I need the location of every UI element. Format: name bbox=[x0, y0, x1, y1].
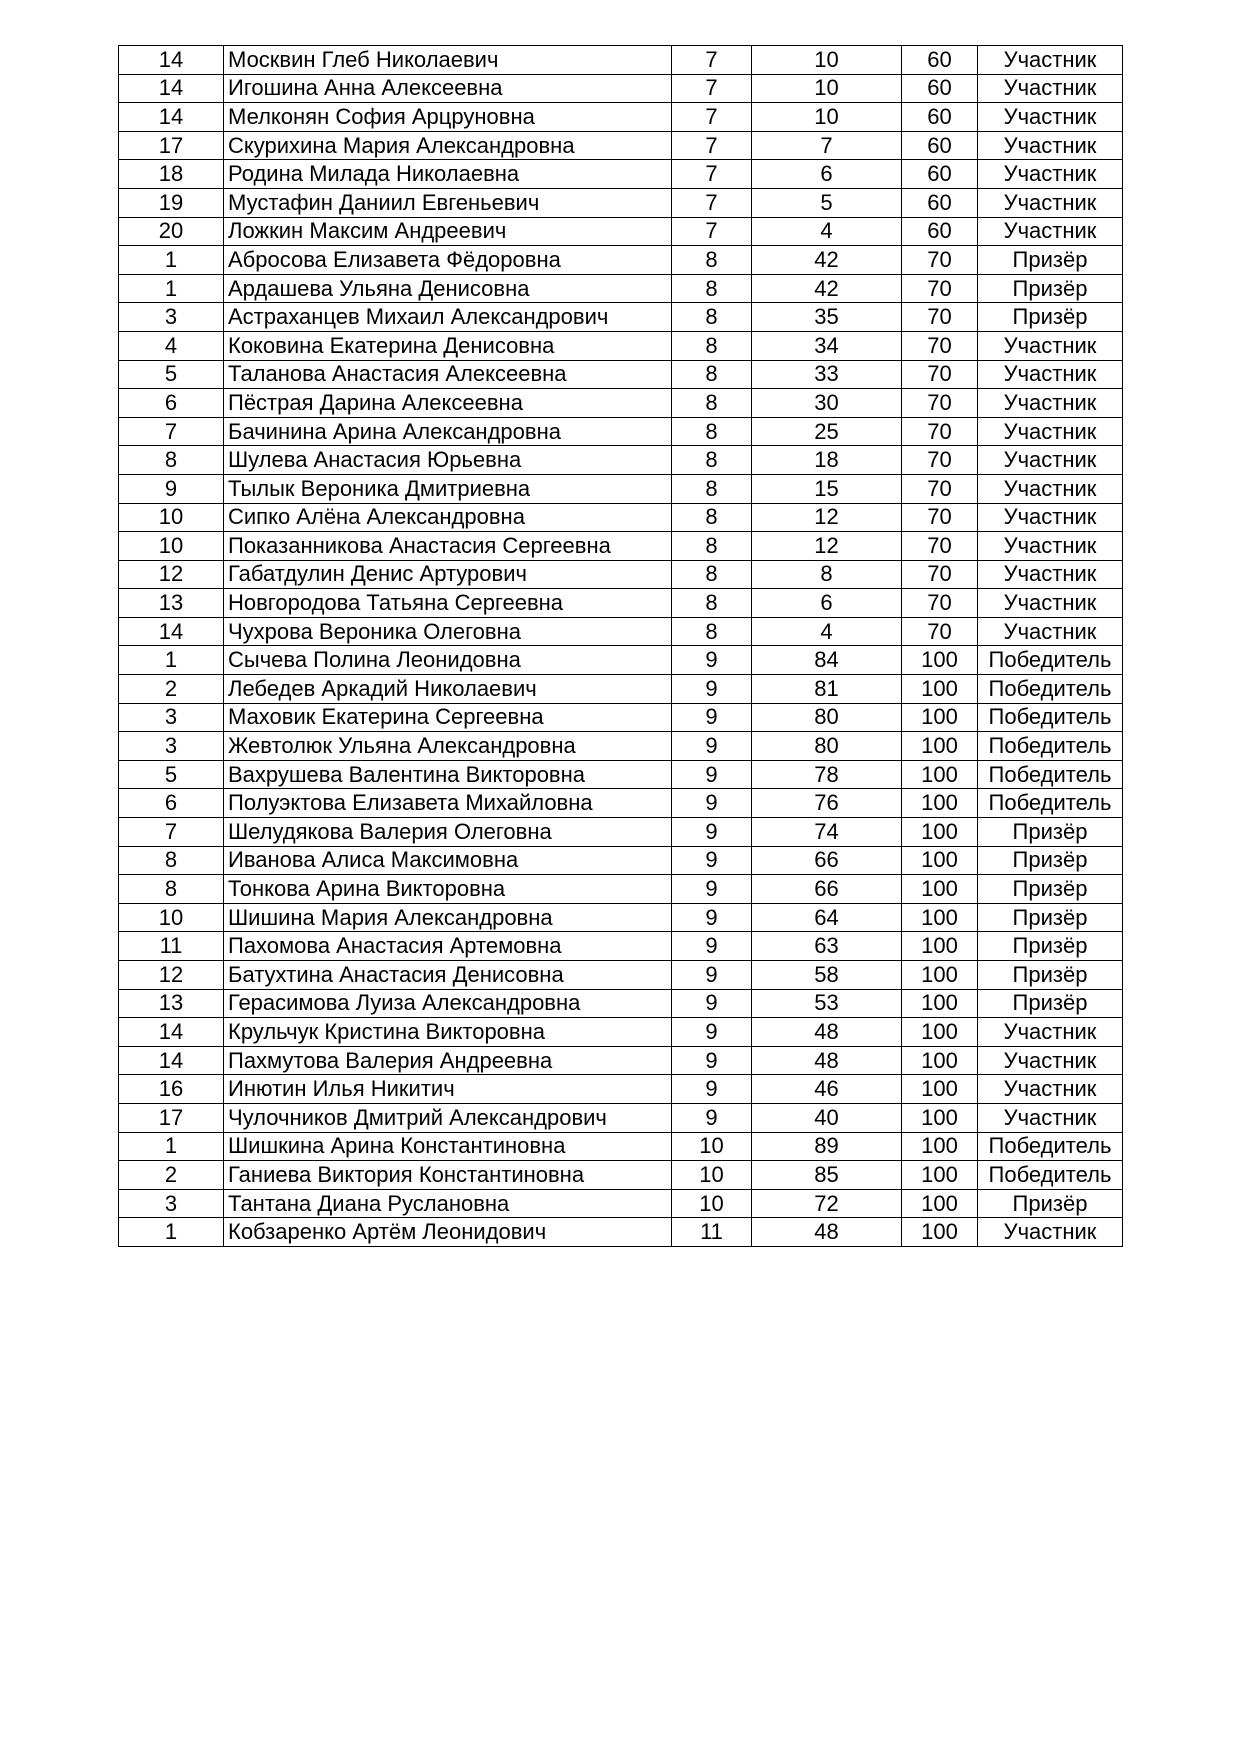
place-cell: 3 bbox=[119, 1189, 224, 1218]
place-cell: 2 bbox=[119, 1161, 224, 1190]
name-cell: Батухтина Анастасия Денисовна bbox=[224, 961, 672, 990]
place-cell: 20 bbox=[119, 217, 224, 246]
table-row bbox=[119, 74, 1123, 103]
max-score-cell: 60 bbox=[902, 74, 978, 103]
class-cell: 8 bbox=[672, 360, 752, 389]
max-score-cell: 100 bbox=[902, 675, 978, 704]
place-cell: 1 bbox=[119, 274, 224, 303]
class-cell: 9 bbox=[672, 846, 752, 875]
name-cell: Тылык Вероника Дмитриевна bbox=[224, 474, 672, 503]
status-cell: Призёр bbox=[978, 303, 1123, 332]
name-cell: Ложкин Максим Андреевич bbox=[224, 217, 672, 246]
status-cell: Победитель bbox=[978, 789, 1123, 818]
score-cell: 7 bbox=[752, 131, 902, 160]
name-cell: Шишкина Арина Константиновна bbox=[224, 1132, 672, 1161]
max-score-cell: 100 bbox=[902, 1161, 978, 1190]
table-row bbox=[119, 646, 1123, 675]
score-cell: 66 bbox=[752, 846, 902, 875]
name-cell: Пахомова Анастасия Артемовна bbox=[224, 932, 672, 961]
table-row bbox=[119, 303, 1123, 332]
place-cell: 5 bbox=[119, 360, 224, 389]
name-cell: Инютин Илья Никитич bbox=[224, 1075, 672, 1104]
table-row bbox=[119, 160, 1123, 189]
max-score-cell: 100 bbox=[902, 961, 978, 990]
place-cell: 4 bbox=[119, 331, 224, 360]
place-cell: 12 bbox=[119, 560, 224, 589]
place-cell: 14 bbox=[119, 46, 224, 75]
score-cell: 81 bbox=[752, 675, 902, 704]
score-cell: 85 bbox=[752, 1161, 902, 1190]
score-cell: 63 bbox=[752, 932, 902, 961]
table-row bbox=[119, 875, 1123, 904]
status-cell: Победитель bbox=[978, 1132, 1123, 1161]
score-cell: 12 bbox=[752, 503, 902, 532]
name-cell: Пёстрая Дарина Алексеевна bbox=[224, 389, 672, 418]
place-cell: 9 bbox=[119, 474, 224, 503]
class-cell: 9 bbox=[672, 646, 752, 675]
status-cell: Призёр bbox=[978, 932, 1123, 961]
class-cell: 8 bbox=[672, 417, 752, 446]
status-cell: Участник bbox=[978, 46, 1123, 75]
table-row bbox=[119, 1161, 1123, 1190]
class-cell: 7 bbox=[672, 131, 752, 160]
class-cell: 8 bbox=[672, 389, 752, 418]
table-row bbox=[119, 532, 1123, 561]
max-score-cell: 100 bbox=[902, 789, 978, 818]
name-cell: Бачинина Арина Александровна bbox=[224, 417, 672, 446]
class-cell: 8 bbox=[672, 560, 752, 589]
class-cell: 8 bbox=[672, 246, 752, 275]
class-cell: 8 bbox=[672, 303, 752, 332]
place-cell: 10 bbox=[119, 503, 224, 532]
table-row bbox=[119, 446, 1123, 475]
name-cell: Тонкова Арина Викторовна bbox=[224, 875, 672, 904]
table-row bbox=[119, 675, 1123, 704]
status-cell: Призёр bbox=[978, 246, 1123, 275]
class-cell: 10 bbox=[672, 1132, 752, 1161]
place-cell: 16 bbox=[119, 1075, 224, 1104]
class-cell: 9 bbox=[672, 903, 752, 932]
place-cell: 14 bbox=[119, 1046, 224, 1075]
name-cell: Ардашева Ульяна Денисовна bbox=[224, 274, 672, 303]
score-cell: 66 bbox=[752, 875, 902, 904]
score-cell: 84 bbox=[752, 646, 902, 675]
name-cell: Шелудякова Валерия Олеговна bbox=[224, 818, 672, 847]
class-cell: 9 bbox=[672, 961, 752, 990]
class-cell: 7 bbox=[672, 74, 752, 103]
table-row bbox=[119, 331, 1123, 360]
name-cell: Мелконян София Арцруновна bbox=[224, 103, 672, 132]
score-cell: 4 bbox=[752, 617, 902, 646]
score-cell: 78 bbox=[752, 760, 902, 789]
place-cell: 1 bbox=[119, 646, 224, 675]
table-row bbox=[119, 732, 1123, 761]
class-cell: 9 bbox=[672, 675, 752, 704]
name-cell: Мустафин Даниил Евгеньевич bbox=[224, 188, 672, 217]
place-cell: 14 bbox=[119, 617, 224, 646]
place-cell: 7 bbox=[119, 417, 224, 446]
score-cell: 10 bbox=[752, 103, 902, 132]
score-cell: 18 bbox=[752, 446, 902, 475]
status-cell: Участник bbox=[978, 1218, 1123, 1247]
class-cell: 7 bbox=[672, 103, 752, 132]
score-cell: 6 bbox=[752, 589, 902, 618]
max-score-cell: 100 bbox=[902, 732, 978, 761]
table-row bbox=[119, 474, 1123, 503]
place-cell: 3 bbox=[119, 703, 224, 732]
score-cell: 48 bbox=[752, 1218, 902, 1247]
status-cell: Призёр bbox=[978, 274, 1123, 303]
status-cell: Участник bbox=[978, 446, 1123, 475]
table-row bbox=[119, 760, 1123, 789]
class-cell: 8 bbox=[672, 532, 752, 561]
class-cell: 9 bbox=[672, 1018, 752, 1047]
place-cell: 14 bbox=[119, 74, 224, 103]
place-cell: 10 bbox=[119, 532, 224, 561]
max-score-cell: 60 bbox=[902, 103, 978, 132]
class-cell: 7 bbox=[672, 160, 752, 189]
class-cell: 8 bbox=[672, 331, 752, 360]
score-cell: 80 bbox=[752, 732, 902, 761]
class-cell: 9 bbox=[672, 1046, 752, 1075]
status-cell: Участник bbox=[978, 1103, 1123, 1132]
name-cell: Сипко Алёна Александровна bbox=[224, 503, 672, 532]
name-cell: Игошина Анна Алексеевна bbox=[224, 74, 672, 103]
score-cell: 72 bbox=[752, 1189, 902, 1218]
class-cell: 9 bbox=[672, 989, 752, 1018]
max-score-cell: 100 bbox=[902, 1103, 978, 1132]
name-cell: Чухрова Вероника Олеговна bbox=[224, 617, 672, 646]
place-cell: 17 bbox=[119, 1103, 224, 1132]
class-cell: 7 bbox=[672, 217, 752, 246]
table-row bbox=[119, 389, 1123, 418]
table-row bbox=[119, 1075, 1123, 1104]
table-row bbox=[119, 617, 1123, 646]
class-cell: 7 bbox=[672, 46, 752, 75]
max-score-cell: 100 bbox=[902, 703, 978, 732]
name-cell: Сычева Полина Леонидовна bbox=[224, 646, 672, 675]
max-score-cell: 60 bbox=[902, 46, 978, 75]
place-cell: 12 bbox=[119, 961, 224, 990]
status-cell: Участник bbox=[978, 360, 1123, 389]
class-cell: 9 bbox=[672, 1075, 752, 1104]
status-cell: Участник bbox=[978, 1018, 1123, 1047]
class-cell: 9 bbox=[672, 732, 752, 761]
score-cell: 10 bbox=[752, 46, 902, 75]
score-cell: 35 bbox=[752, 303, 902, 332]
place-cell: 13 bbox=[119, 589, 224, 618]
status-cell: Участник bbox=[978, 160, 1123, 189]
max-score-cell: 70 bbox=[902, 617, 978, 646]
score-cell: 25 bbox=[752, 417, 902, 446]
name-cell: Коковина Екатерина Денисовна bbox=[224, 331, 672, 360]
status-cell: Участник bbox=[978, 589, 1123, 618]
table-row bbox=[119, 818, 1123, 847]
name-cell: Таланова Анастасия Алексеевна bbox=[224, 360, 672, 389]
max-score-cell: 70 bbox=[902, 446, 978, 475]
results-table bbox=[118, 45, 1123, 1247]
status-cell: Участник bbox=[978, 188, 1123, 217]
status-cell: Участник bbox=[978, 503, 1123, 532]
score-cell: 80 bbox=[752, 703, 902, 732]
score-cell: 58 bbox=[752, 961, 902, 990]
name-cell: Лебедев Аркадий Николаевич bbox=[224, 675, 672, 704]
place-cell: 8 bbox=[119, 875, 224, 904]
status-cell: Участник bbox=[978, 103, 1123, 132]
status-cell: Призёр bbox=[978, 875, 1123, 904]
place-cell: 6 bbox=[119, 789, 224, 818]
table-row bbox=[119, 961, 1123, 990]
table-row bbox=[119, 589, 1123, 618]
score-cell: 53 bbox=[752, 989, 902, 1018]
name-cell: Новгородова Татьяна Сергеевна bbox=[224, 589, 672, 618]
status-cell: Призёр bbox=[978, 903, 1123, 932]
place-cell: 13 bbox=[119, 989, 224, 1018]
class-cell: 7 bbox=[672, 188, 752, 217]
max-score-cell: 70 bbox=[902, 560, 978, 589]
class-cell: 8 bbox=[672, 274, 752, 303]
class-cell: 9 bbox=[672, 1103, 752, 1132]
class-cell: 9 bbox=[672, 703, 752, 732]
table-row bbox=[119, 1218, 1123, 1247]
name-cell: Кобзаренко Артём Леонидович bbox=[224, 1218, 672, 1247]
score-cell: 33 bbox=[752, 360, 902, 389]
max-score-cell: 70 bbox=[902, 532, 978, 561]
max-score-cell: 100 bbox=[902, 989, 978, 1018]
max-score-cell: 70 bbox=[902, 274, 978, 303]
max-score-cell: 60 bbox=[902, 217, 978, 246]
status-cell: Участник bbox=[978, 617, 1123, 646]
place-cell: 8 bbox=[119, 446, 224, 475]
status-cell: Участник bbox=[978, 1075, 1123, 1104]
max-score-cell: 100 bbox=[902, 760, 978, 789]
max-score-cell: 100 bbox=[902, 846, 978, 875]
status-cell: Победитель bbox=[978, 646, 1123, 675]
place-cell: 6 bbox=[119, 389, 224, 418]
score-cell: 15 bbox=[752, 474, 902, 503]
results-table-body bbox=[119, 46, 1123, 1247]
status-cell: Участник bbox=[978, 532, 1123, 561]
status-cell: Победитель bbox=[978, 703, 1123, 732]
name-cell: Шишина Мария Александровна bbox=[224, 903, 672, 932]
name-cell: Тантана Диана Руслановна bbox=[224, 1189, 672, 1218]
table-row bbox=[119, 932, 1123, 961]
max-score-cell: 100 bbox=[902, 1046, 978, 1075]
class-cell: 8 bbox=[672, 617, 752, 646]
place-cell: 8 bbox=[119, 846, 224, 875]
status-cell: Участник bbox=[978, 131, 1123, 160]
score-cell: 74 bbox=[752, 818, 902, 847]
score-cell: 64 bbox=[752, 903, 902, 932]
max-score-cell: 100 bbox=[902, 1189, 978, 1218]
score-cell: 30 bbox=[752, 389, 902, 418]
max-score-cell: 70 bbox=[902, 474, 978, 503]
place-cell: 5 bbox=[119, 760, 224, 789]
place-cell: 2 bbox=[119, 675, 224, 704]
name-cell: Герасимова Луиза Александровна bbox=[224, 989, 672, 1018]
max-score-cell: 100 bbox=[902, 818, 978, 847]
place-cell: 3 bbox=[119, 303, 224, 332]
table-row bbox=[119, 846, 1123, 875]
class-cell: 8 bbox=[672, 446, 752, 475]
name-cell: Маховик Екатерина Сергеевна bbox=[224, 703, 672, 732]
table-row bbox=[119, 1189, 1123, 1218]
class-cell: 9 bbox=[672, 818, 752, 847]
name-cell: Показанникова Анастасия Сергеевна bbox=[224, 532, 672, 561]
max-score-cell: 100 bbox=[902, 932, 978, 961]
score-cell: 34 bbox=[752, 331, 902, 360]
max-score-cell: 70 bbox=[902, 503, 978, 532]
name-cell: Астраханцев Михаил Александрович bbox=[224, 303, 672, 332]
name-cell: Полуэктова Елизавета Михайловна bbox=[224, 789, 672, 818]
status-cell: Призёр bbox=[978, 989, 1123, 1018]
place-cell: 1 bbox=[119, 1132, 224, 1161]
status-cell: Участник bbox=[978, 560, 1123, 589]
table-row bbox=[119, 217, 1123, 246]
name-cell: Крульчук Кристина Викторовна bbox=[224, 1018, 672, 1047]
score-cell: 40 bbox=[752, 1103, 902, 1132]
max-score-cell: 70 bbox=[902, 417, 978, 446]
place-cell: 11 bbox=[119, 932, 224, 961]
place-cell: 1 bbox=[119, 1218, 224, 1247]
table-row bbox=[119, 103, 1123, 132]
class-cell: 8 bbox=[672, 474, 752, 503]
max-score-cell: 60 bbox=[902, 160, 978, 189]
status-cell: Участник bbox=[978, 217, 1123, 246]
table-row bbox=[119, 274, 1123, 303]
status-cell: Участник bbox=[978, 1046, 1123, 1075]
table-row bbox=[119, 188, 1123, 217]
score-cell: 46 bbox=[752, 1075, 902, 1104]
name-cell: Абросова Елизавета Фёдоровна bbox=[224, 246, 672, 275]
place-cell: 7 bbox=[119, 818, 224, 847]
name-cell: Москвин Глеб Николаевич bbox=[224, 46, 672, 75]
place-cell: 3 bbox=[119, 732, 224, 761]
place-cell: 14 bbox=[119, 1018, 224, 1047]
class-cell: 10 bbox=[672, 1189, 752, 1218]
max-score-cell: 100 bbox=[902, 646, 978, 675]
max-score-cell: 70 bbox=[902, 246, 978, 275]
status-cell: Призёр bbox=[978, 1189, 1123, 1218]
score-cell: 12 bbox=[752, 532, 902, 561]
table-row bbox=[119, 1103, 1123, 1132]
score-cell: 10 bbox=[752, 74, 902, 103]
name-cell: Вахрушева Валентина Викторовна bbox=[224, 760, 672, 789]
status-cell: Победитель bbox=[978, 732, 1123, 761]
place-cell: 1 bbox=[119, 246, 224, 275]
score-cell: 8 bbox=[752, 560, 902, 589]
class-cell: 11 bbox=[672, 1218, 752, 1247]
score-cell: 42 bbox=[752, 274, 902, 303]
status-cell: Победитель bbox=[978, 760, 1123, 789]
place-cell: 14 bbox=[119, 103, 224, 132]
name-cell: Габатдулин Денис Артурович bbox=[224, 560, 672, 589]
class-cell: 8 bbox=[672, 503, 752, 532]
score-cell: 48 bbox=[752, 1046, 902, 1075]
name-cell: Родина Милада Николаевна bbox=[224, 160, 672, 189]
status-cell: Призёр bbox=[978, 846, 1123, 875]
table-row bbox=[119, 417, 1123, 446]
name-cell: Чулочников Дмитрий Александрович bbox=[224, 1103, 672, 1132]
class-cell: 10 bbox=[672, 1161, 752, 1190]
max-score-cell: 100 bbox=[902, 875, 978, 904]
max-score-cell: 60 bbox=[902, 131, 978, 160]
max-score-cell: 70 bbox=[902, 331, 978, 360]
status-cell: Участник bbox=[978, 331, 1123, 360]
score-cell: 48 bbox=[752, 1018, 902, 1047]
score-cell: 89 bbox=[752, 1132, 902, 1161]
table-row bbox=[119, 789, 1123, 818]
place-cell: 19 bbox=[119, 188, 224, 217]
name-cell: Скурихина Мария Александровна bbox=[224, 131, 672, 160]
max-score-cell: 100 bbox=[902, 1018, 978, 1047]
name-cell: Жевтолюк Ульяна Александровна bbox=[224, 732, 672, 761]
max-score-cell: 100 bbox=[902, 1075, 978, 1104]
table-row bbox=[119, 1132, 1123, 1161]
score-cell: 76 bbox=[752, 789, 902, 818]
max-score-cell: 100 bbox=[902, 1218, 978, 1247]
status-cell: Победитель bbox=[978, 675, 1123, 704]
score-cell: 42 bbox=[752, 246, 902, 275]
max-score-cell: 70 bbox=[902, 360, 978, 389]
max-score-cell: 100 bbox=[902, 1132, 978, 1161]
class-cell: 9 bbox=[672, 760, 752, 789]
table-row bbox=[119, 703, 1123, 732]
score-cell: 5 bbox=[752, 188, 902, 217]
class-cell: 9 bbox=[672, 875, 752, 904]
table-row bbox=[119, 131, 1123, 160]
score-cell: 4 bbox=[752, 217, 902, 246]
place-cell: 10 bbox=[119, 903, 224, 932]
status-cell: Участник bbox=[978, 74, 1123, 103]
status-cell: Победитель bbox=[978, 1161, 1123, 1190]
place-cell: 18 bbox=[119, 160, 224, 189]
table-row bbox=[119, 1018, 1123, 1047]
table-row bbox=[119, 246, 1123, 275]
max-score-cell: 70 bbox=[902, 389, 978, 418]
status-cell: Участник bbox=[978, 474, 1123, 503]
table-row bbox=[119, 989, 1123, 1018]
table-row bbox=[119, 903, 1123, 932]
class-cell: 9 bbox=[672, 932, 752, 961]
status-cell: Призёр bbox=[978, 961, 1123, 990]
max-score-cell: 60 bbox=[902, 188, 978, 217]
status-cell: Участник bbox=[978, 389, 1123, 418]
table-row bbox=[119, 1046, 1123, 1075]
score-cell: 6 bbox=[752, 160, 902, 189]
name-cell: Пахмутова Валерия Андреевна bbox=[224, 1046, 672, 1075]
table-row bbox=[119, 360, 1123, 389]
name-cell: Ганиева Виктория Константиновна bbox=[224, 1161, 672, 1190]
table-row bbox=[119, 46, 1123, 75]
max-score-cell: 100 bbox=[902, 903, 978, 932]
class-cell: 9 bbox=[672, 789, 752, 818]
place-cell: 17 bbox=[119, 131, 224, 160]
table-row bbox=[119, 503, 1123, 532]
name-cell: Иванова Алиса Максимовна bbox=[224, 846, 672, 875]
status-cell: Призёр bbox=[978, 818, 1123, 847]
status-cell: Участник bbox=[978, 417, 1123, 446]
max-score-cell: 70 bbox=[902, 303, 978, 332]
class-cell: 8 bbox=[672, 589, 752, 618]
name-cell: Шулева Анастасия Юрьевна bbox=[224, 446, 672, 475]
max-score-cell: 70 bbox=[902, 589, 978, 618]
table-row bbox=[119, 560, 1123, 589]
